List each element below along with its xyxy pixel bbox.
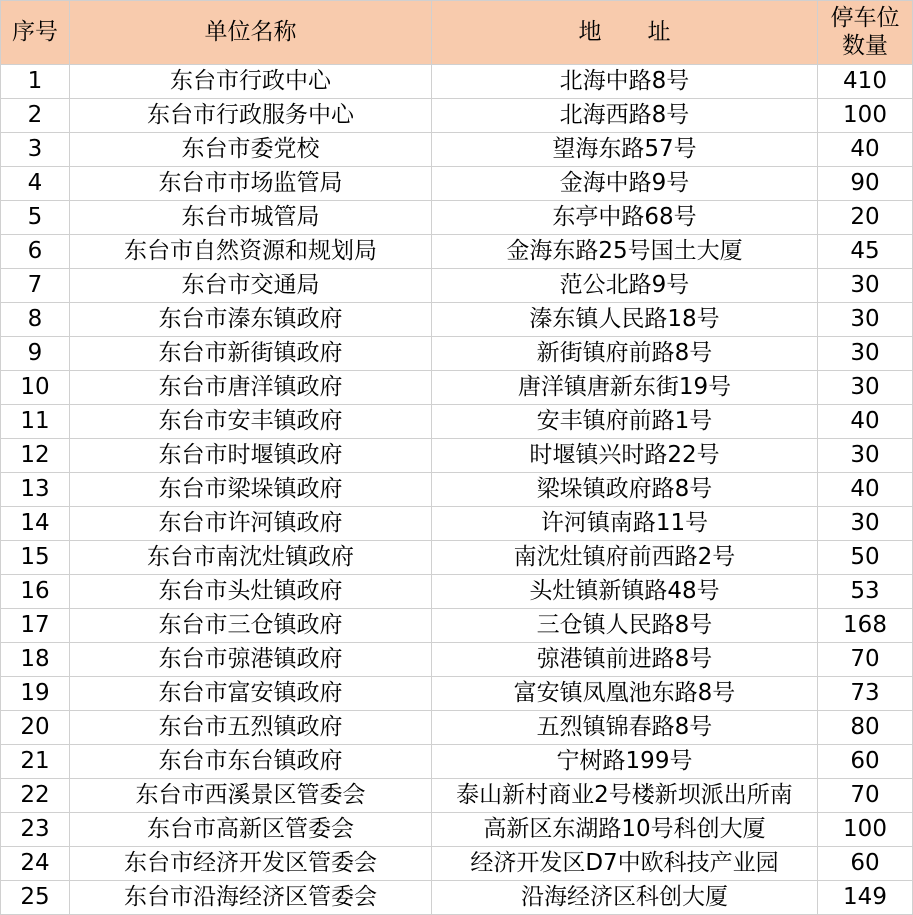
cell-index: 7 — [0, 269, 70, 303]
cell-address: 安丰镇府前路1号 — [432, 405, 818, 439]
cell-parking-count: 60 — [818, 847, 913, 881]
cell-address: 东亭中路68号 — [432, 201, 818, 235]
cell-index: 10 — [0, 371, 70, 405]
cell-parking-count: 40 — [818, 473, 913, 507]
cell-index: 4 — [0, 167, 70, 201]
cell-index: 25 — [0, 881, 70, 915]
cell-parking-count: 53 — [818, 575, 913, 609]
cell-index: 8 — [0, 303, 70, 337]
cell-index: 6 — [0, 235, 70, 269]
cell-address: 三仓镇人民路8号 — [432, 609, 818, 643]
cell-unit-name: 东台市南沈灶镇政府 — [70, 541, 432, 575]
table-row — [0, 813, 913, 847]
cell-address: 北海中路8号 — [432, 65, 818, 99]
header-parking-line: 停车位 — [830, 4, 900, 31]
cell-parking-count: 100 — [818, 813, 913, 847]
table-row — [0, 473, 913, 507]
table-row — [0, 711, 913, 745]
cell-parking-count: 30 — [818, 371, 913, 405]
cell-index: 19 — [0, 677, 70, 711]
table-row — [0, 201, 913, 235]
table-row — [0, 167, 913, 201]
table-row — [0, 303, 913, 337]
cell-unit-name: 东台市溱东镇政府 — [70, 303, 432, 337]
cell-address: 北海西路8号 — [432, 99, 818, 133]
cell-parking-count: 149 — [818, 881, 913, 915]
cell-address: 许河镇南路11号 — [432, 507, 818, 541]
cell-parking-count: 40 — [818, 405, 913, 439]
header-unit-name: 单位名称 — [70, 0, 432, 65]
cell-address: 弶港镇前进路8号 — [432, 643, 818, 677]
header-parking-count — [818, 0, 913, 65]
table-row — [0, 235, 913, 269]
cell-index: 21 — [0, 745, 70, 779]
cell-index: 13 — [0, 473, 70, 507]
cell-unit-name: 东台市城管局 — [70, 201, 432, 235]
cell-address: 头灶镇新镇路48号 — [432, 575, 818, 609]
cell-parking-count: 168 — [818, 609, 913, 643]
cell-address: 宁树路199号 — [432, 745, 818, 779]
cell-address: 范公北路9号 — [432, 269, 818, 303]
cell-index: 1 — [0, 65, 70, 99]
table-row — [0, 65, 913, 99]
table-row — [0, 439, 913, 473]
cell-parking-count: 30 — [818, 439, 913, 473]
cell-index: 2 — [0, 99, 70, 133]
cell-unit-name: 东台市高新区管委会 — [70, 813, 432, 847]
cell-parking-count: 410 — [818, 65, 913, 99]
cell-address: 金海中路9号 — [432, 167, 818, 201]
table-row — [0, 779, 913, 813]
cell-unit-name: 东台市自然资源和规划局 — [70, 235, 432, 269]
cell-unit-name: 东台市西溪景区管委会 — [70, 779, 432, 813]
cell-parking-count: 70 — [818, 779, 913, 813]
table-row — [0, 881, 913, 915]
cell-address: 望海东路57号 — [432, 133, 818, 167]
cell-parking-count: 40 — [818, 133, 913, 167]
cell-unit-name: 东台市梁垛镇政府 — [70, 473, 432, 507]
table-row — [0, 677, 913, 711]
cell-address: 经济开发区D7中欧科技产业园 — [432, 847, 818, 881]
cell-address: 唐洋镇唐新东街19号 — [432, 371, 818, 405]
cell-parking-count: 30 — [818, 269, 913, 303]
cell-unit-name: 东台市富安镇政府 — [70, 677, 432, 711]
cell-address: 时堰镇兴时路22号 — [432, 439, 818, 473]
table-row — [0, 575, 913, 609]
cell-unit-name: 东台市东台镇政府 — [70, 745, 432, 779]
table-row — [0, 643, 913, 677]
cell-unit-name: 东台市五烈镇政府 — [70, 711, 432, 745]
table-body — [0, 65, 913, 915]
cell-unit-name: 东台市头灶镇政府 — [70, 575, 432, 609]
cell-unit-name: 东台市安丰镇政府 — [70, 405, 432, 439]
cell-index: 14 — [0, 507, 70, 541]
table-row — [0, 269, 913, 303]
cell-address: 沿海经济区科创大厦 — [432, 881, 818, 915]
cell-index: 23 — [0, 813, 70, 847]
header-parking-line: 数量 — [842, 32, 888, 59]
cell-unit-name: 东台市弶港镇政府 — [70, 643, 432, 677]
table-row — [0, 99, 913, 133]
cell-index: 22 — [0, 779, 70, 813]
table-row — [0, 337, 913, 371]
cell-parking-count: 30 — [818, 337, 913, 371]
cell-parking-count: 90 — [818, 167, 913, 201]
cell-address: 新街镇府前路8号 — [432, 337, 818, 371]
cell-index: 11 — [0, 405, 70, 439]
cell-address: 泰山新村商业2号楼新坝派出所南 — [432, 779, 818, 813]
cell-unit-name: 东台市市场监管局 — [70, 167, 432, 201]
table-row — [0, 507, 913, 541]
cell-parking-count: 100 — [818, 99, 913, 133]
cell-address: 金海东路25号国土大厦 — [432, 235, 818, 269]
cell-parking-count: 30 — [818, 507, 913, 541]
cell-unit-name: 东台市唐洋镇政府 — [70, 371, 432, 405]
cell-parking-count: 80 — [818, 711, 913, 745]
cell-parking-count: 45 — [818, 235, 913, 269]
table-header-row — [0, 0, 913, 65]
cell-parking-count: 30 — [818, 303, 913, 337]
cell-index: 5 — [0, 201, 70, 235]
cell-unit-name: 东台市沿海经济区管委会 — [70, 881, 432, 915]
table-row — [0, 745, 913, 779]
cell-unit-name: 东台市时堰镇政府 — [70, 439, 432, 473]
header-address: 地 址 — [432, 0, 818, 65]
cell-index: 24 — [0, 847, 70, 881]
cell-address: 高新区东湖路10号科创大厦 — [432, 813, 818, 847]
cell-parking-count: 70 — [818, 643, 913, 677]
table-row — [0, 133, 913, 167]
cell-index: 9 — [0, 337, 70, 371]
cell-unit-name: 东台市行政服务中心 — [70, 99, 432, 133]
cell-address: 梁垛镇政府路8号 — [432, 473, 818, 507]
table-row — [0, 541, 913, 575]
cell-address: 溱东镇人民路18号 — [432, 303, 818, 337]
cell-unit-name: 东台市三仓镇政府 — [70, 609, 432, 643]
table-row — [0, 609, 913, 643]
cell-unit-name: 东台市新街镇政府 — [70, 337, 432, 371]
cell-index: 12 — [0, 439, 70, 473]
cell-index: 3 — [0, 133, 70, 167]
cell-index: 15 — [0, 541, 70, 575]
cell-unit-name: 东台市行政中心 — [70, 65, 432, 99]
cell-index: 17 — [0, 609, 70, 643]
table-row — [0, 847, 913, 881]
cell-index: 16 — [0, 575, 70, 609]
table-row — [0, 405, 913, 439]
cell-parking-count: 20 — [818, 201, 913, 235]
header-index: 序号 — [0, 0, 70, 65]
cell-unit-name: 东台市交通局 — [70, 269, 432, 303]
cell-unit-name: 东台市委党校 — [70, 133, 432, 167]
cell-parking-count: 50 — [818, 541, 913, 575]
cell-unit-name: 东台市许河镇政府 — [70, 507, 432, 541]
cell-index: 20 — [0, 711, 70, 745]
cell-index: 18 — [0, 643, 70, 677]
cell-parking-count: 73 — [818, 677, 913, 711]
cell-address: 五烈镇锦春路8号 — [432, 711, 818, 745]
table-row — [0, 371, 913, 405]
cell-unit-name: 东台市经济开发区管委会 — [70, 847, 432, 881]
cell-address: 南沈灶镇府前西路2号 — [432, 541, 818, 575]
cell-address: 富安镇凤凰池东路8号 — [432, 677, 818, 711]
cell-parking-count: 60 — [818, 745, 913, 779]
